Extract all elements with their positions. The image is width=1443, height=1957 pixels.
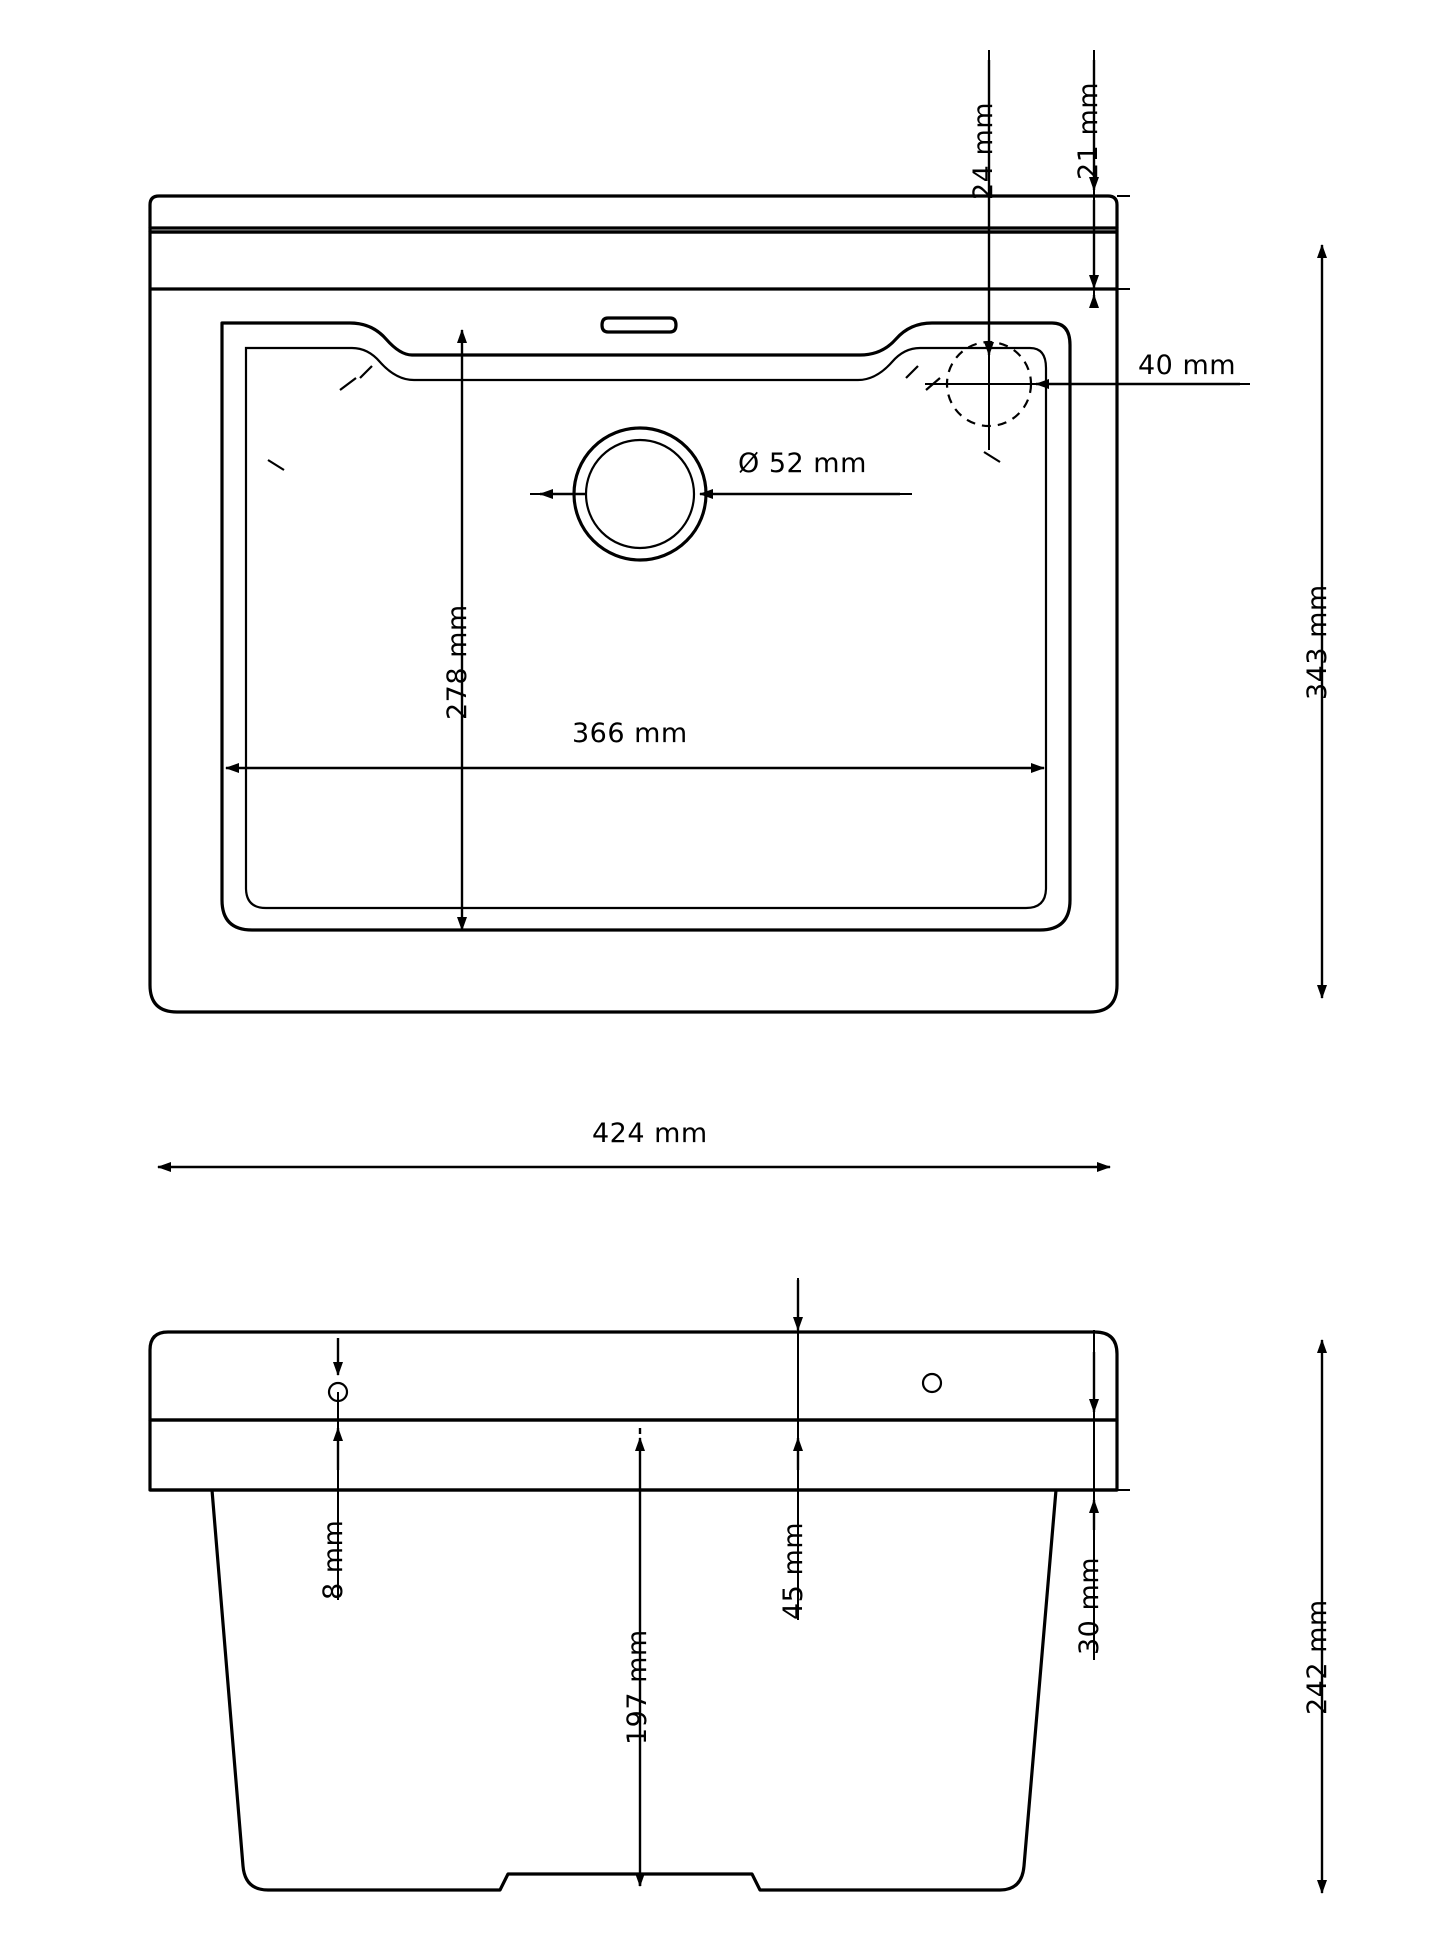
dim-label-8mm: 8 mm <box>318 1519 349 1600</box>
dim-label-24mm: 24 mm <box>968 101 999 200</box>
dim-label-366mm: 366 mm <box>572 718 688 749</box>
dim-label-30mm: 30 mm <box>1074 1556 1105 1655</box>
dim-label-242mm: 242 mm <box>1302 1599 1333 1715</box>
front-view-outline <box>150 1332 1117 1890</box>
dim-label-45mm: 45 mm <box>778 1521 809 1620</box>
dim-label-52mm: Ø 52 mm <box>738 448 867 479</box>
dim-label-21mm: 21 mm <box>1073 81 1104 180</box>
bowl-opening <box>222 318 1070 930</box>
dim-label-197mm: 197 mm <box>622 1629 653 1745</box>
dim-label-343mm: 343 mm <box>1302 584 1333 700</box>
dim-label-424mm: 424 mm <box>592 1118 708 1149</box>
dim-label-278mm: 278 mm <box>442 604 473 720</box>
drain-hole <box>574 428 706 560</box>
dim-label-40mm: 40 mm <box>1138 350 1237 381</box>
